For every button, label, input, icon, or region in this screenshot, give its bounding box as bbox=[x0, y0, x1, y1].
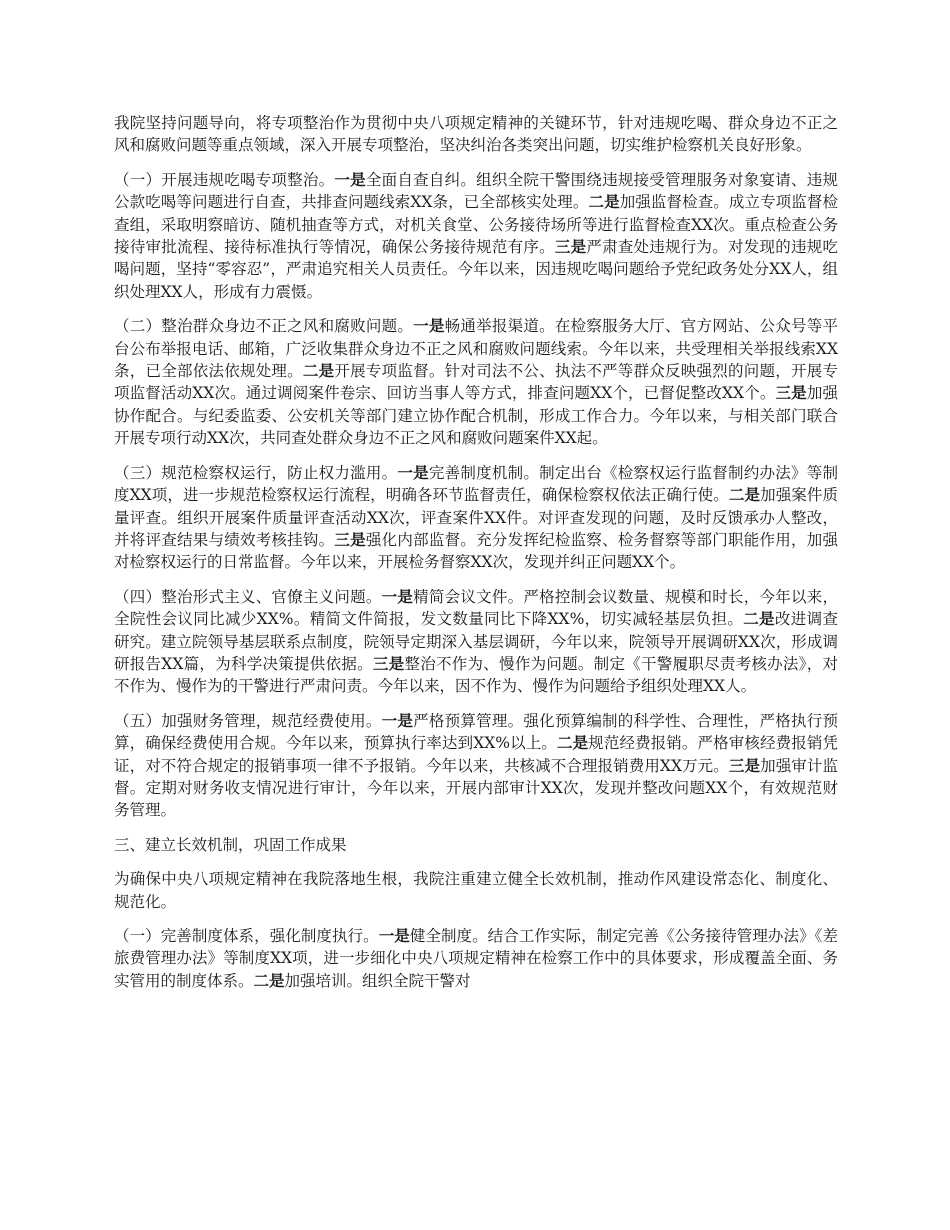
bold-marker: 二是 bbox=[728, 485, 761, 505]
bold-marker: 一是 bbox=[378, 926, 410, 945]
bold-marker: 二是 bbox=[556, 733, 589, 753]
intro-paragraph bbox=[114, 112, 838, 157]
paragraph-text: 加强监督检查。成立专项监督检查组，采取明察暗访、随机抽查等方式，对机关食堂、公务接待场所等进行监督检查XX次。重点检查公务接待审批流程、接待标准执行等情况，确保公务接待规范有序。 bbox=[114, 193, 838, 257]
paragraph-text: 精简会议文件。严格控制会议数量、规模和时长，今年以来，全院性会议同比减少XX%。精简文件简报，发文数量同比下降XX%，切实减轻基层负担。 bbox=[114, 587, 838, 629]
bold-marker: 二是 bbox=[588, 192, 620, 212]
paragraph-text: 健全制度。结合工作实际，制定完善《公务接待管理办法》《差旅费管理办法》等制度XX项，进一步细化中央八项规定精神在检察工作中的具体要求，形成覆盖全面、务实管用的制度体系。 bbox=[114, 927, 838, 990]
bold-marker: 二是 bbox=[253, 970, 285, 990]
paragraph-text: 我院坚持问题导向，将专项整治作为贯彻中央八项规定精神的关键环节，针对违规吃喝、群众身边不正之风和腐败问题等重点领域，深入开展专项整治，坚决纠治各类突出问题，切实维护检察机关良好形象。 bbox=[114, 114, 838, 155]
bold-marker: 一是 bbox=[381, 586, 414, 606]
paragraph-text: 为确保中央八项规定精神在我院落地生根，我院注重建立健全长效机制，推动作风建设常态化、制度化、规范化。 bbox=[114, 870, 838, 911]
paragraph-text: 加强审计监督。定期对财务收支情况进行审计，今年以来，开展内部审计XX次，发现并整改问题XX个，有效规范财务管理。 bbox=[114, 756, 838, 820]
section-heading bbox=[114, 834, 838, 856]
section-5-paragraph bbox=[114, 710, 838, 822]
paragraph-text: 畅通举报渠道。在检察服务大厅、官方网站、公众号等平台公布举报电话、邮箱，广泛收集群众身边不正之风和腐败问题线索。今年以来，共受理相关举报线索XX条，已全部依法依规处理。 bbox=[114, 317, 838, 381]
bold-marker: 一是 bbox=[334, 169, 366, 189]
paragraph-text: （一）完善制度体系，强化制度执行。 bbox=[114, 927, 379, 945]
paragraph-text: 改进调查研究。建立院领导基层联系点制度，院领导定期深入基层调研，今年以来，院领导开展调研XX次，形成调研报告XX篇，为科学决策提供依据。 bbox=[114, 610, 838, 673]
paragraph-text: （一）开展违规吃喝专项整治。 bbox=[114, 170, 335, 189]
bold-marker: 二是 bbox=[743, 609, 775, 629]
paragraph-text: 加强案件质量评查。组织开展案件质量评查活动XX次，评查案件XX件。对评查发现的问题，及时反馈承办人整改，并将评查结果与绩效考核挂钩。 bbox=[114, 486, 838, 549]
bold-marker: 一是 bbox=[397, 462, 429, 482]
bold-marker: 一是 bbox=[413, 316, 445, 336]
heading-text: 三、建立长效机制，巩固工作成果 bbox=[114, 835, 347, 854]
bold-marker: 二是 bbox=[302, 361, 335, 381]
paragraph-text: （三）规范检察权运行，防止权力滥用。 bbox=[114, 463, 398, 482]
paragraph-text: 加强培训。组织全院干警对 bbox=[284, 971, 471, 990]
paragraph-text: （二）整治群众身边不正之风和腐败问题。 bbox=[114, 317, 414, 336]
paragraph-text: 全面自查自纠。组织全院干警围绕违规接受管理服务对象宴请、违规公款吃喝等问题进行自查，共排查问题线索XX条，已全部核实处理。 bbox=[114, 170, 838, 212]
paragraph-text: 加强协作配合。与纪委监委、公安机关等部门建立协作配合机制，形成工作合力。今年以来，与相关部门联合开展专项行动XX次，共同查处群众身边不正之风和腐败问题案件XX起。 bbox=[114, 384, 838, 448]
bold-marker: 三是 bbox=[334, 529, 366, 549]
bold-marker: 三是 bbox=[554, 237, 587, 257]
bold-marker: 一是 bbox=[381, 710, 414, 730]
paragraph-text: 整治不作为、慢作为问题。制定《干警履职尽责考核办法》，对不作为、慢作为的干警进行严肃问责。今年以来，因不作为、慢作为问题给予组织处理XX人。 bbox=[114, 654, 838, 696]
mechanism-1-paragraph bbox=[114, 925, 838, 992]
section-4-paragraph bbox=[114, 586, 838, 698]
bold-marker: 三是 bbox=[775, 383, 807, 403]
paragraph-text: 开展专项监督。针对司法不公、执法不严等群众反映强烈的问题，开展专项监督活动XX次。通过调阅案件卷宗、回访当事人等方式，排查问题XX个，已督促整改XX个。 bbox=[114, 362, 838, 403]
paragraph-text: 严肃查处违规行为。对发现的违规吃喝问题，坚持“零容忍”，严肃追究相关人员责任。今年以来，因违规吃喝问题给予党纪政务处分XX人，组织处理XX人，形成有力震慑。 bbox=[114, 238, 838, 301]
section-2-paragraph bbox=[114, 315, 838, 449]
section-3-paragraph bbox=[114, 462, 838, 574]
paragraph-text: （五）加强财务管理，规范经费使用。 bbox=[114, 711, 382, 730]
paragraph-text: 严格预算管理。强化预算编制的科学性、合理性，严格执行预算，确保经费使用合规。今年以来，预算执行率达到XX%以上。 bbox=[114, 711, 838, 753]
paragraph-text: 强化内部监督。充分发挥纪检监察、检务督察等部门职能作用，加强对检察权运行的日常监督。今年以来，开展检务督察XX次，发现并纠正问题XX个。 bbox=[114, 530, 838, 572]
section-1-paragraph bbox=[114, 169, 838, 303]
mechanism-intro-paragraph bbox=[114, 868, 838, 913]
document-body bbox=[114, 112, 838, 1004]
paragraph-text: 规范经费报销。严格审核经费报销凭证，对不符合规定的报销事项一律不予报销。今年以来，共核减不合理报销费用XX万元。 bbox=[114, 734, 838, 775]
paragraph-text: 完善制度机制。制定出台《检察权运行监督制约办法》等制度XX项，进一步规范检察权运行流程，明确各环节监督责任，确保检察权依法正确行使。 bbox=[114, 463, 838, 505]
paragraph-text: （四）整治形式主义、官僚主义问题。 bbox=[114, 587, 382, 606]
bold-marker: 三是 bbox=[728, 755, 761, 775]
bold-marker: 三是 bbox=[372, 653, 405, 673]
